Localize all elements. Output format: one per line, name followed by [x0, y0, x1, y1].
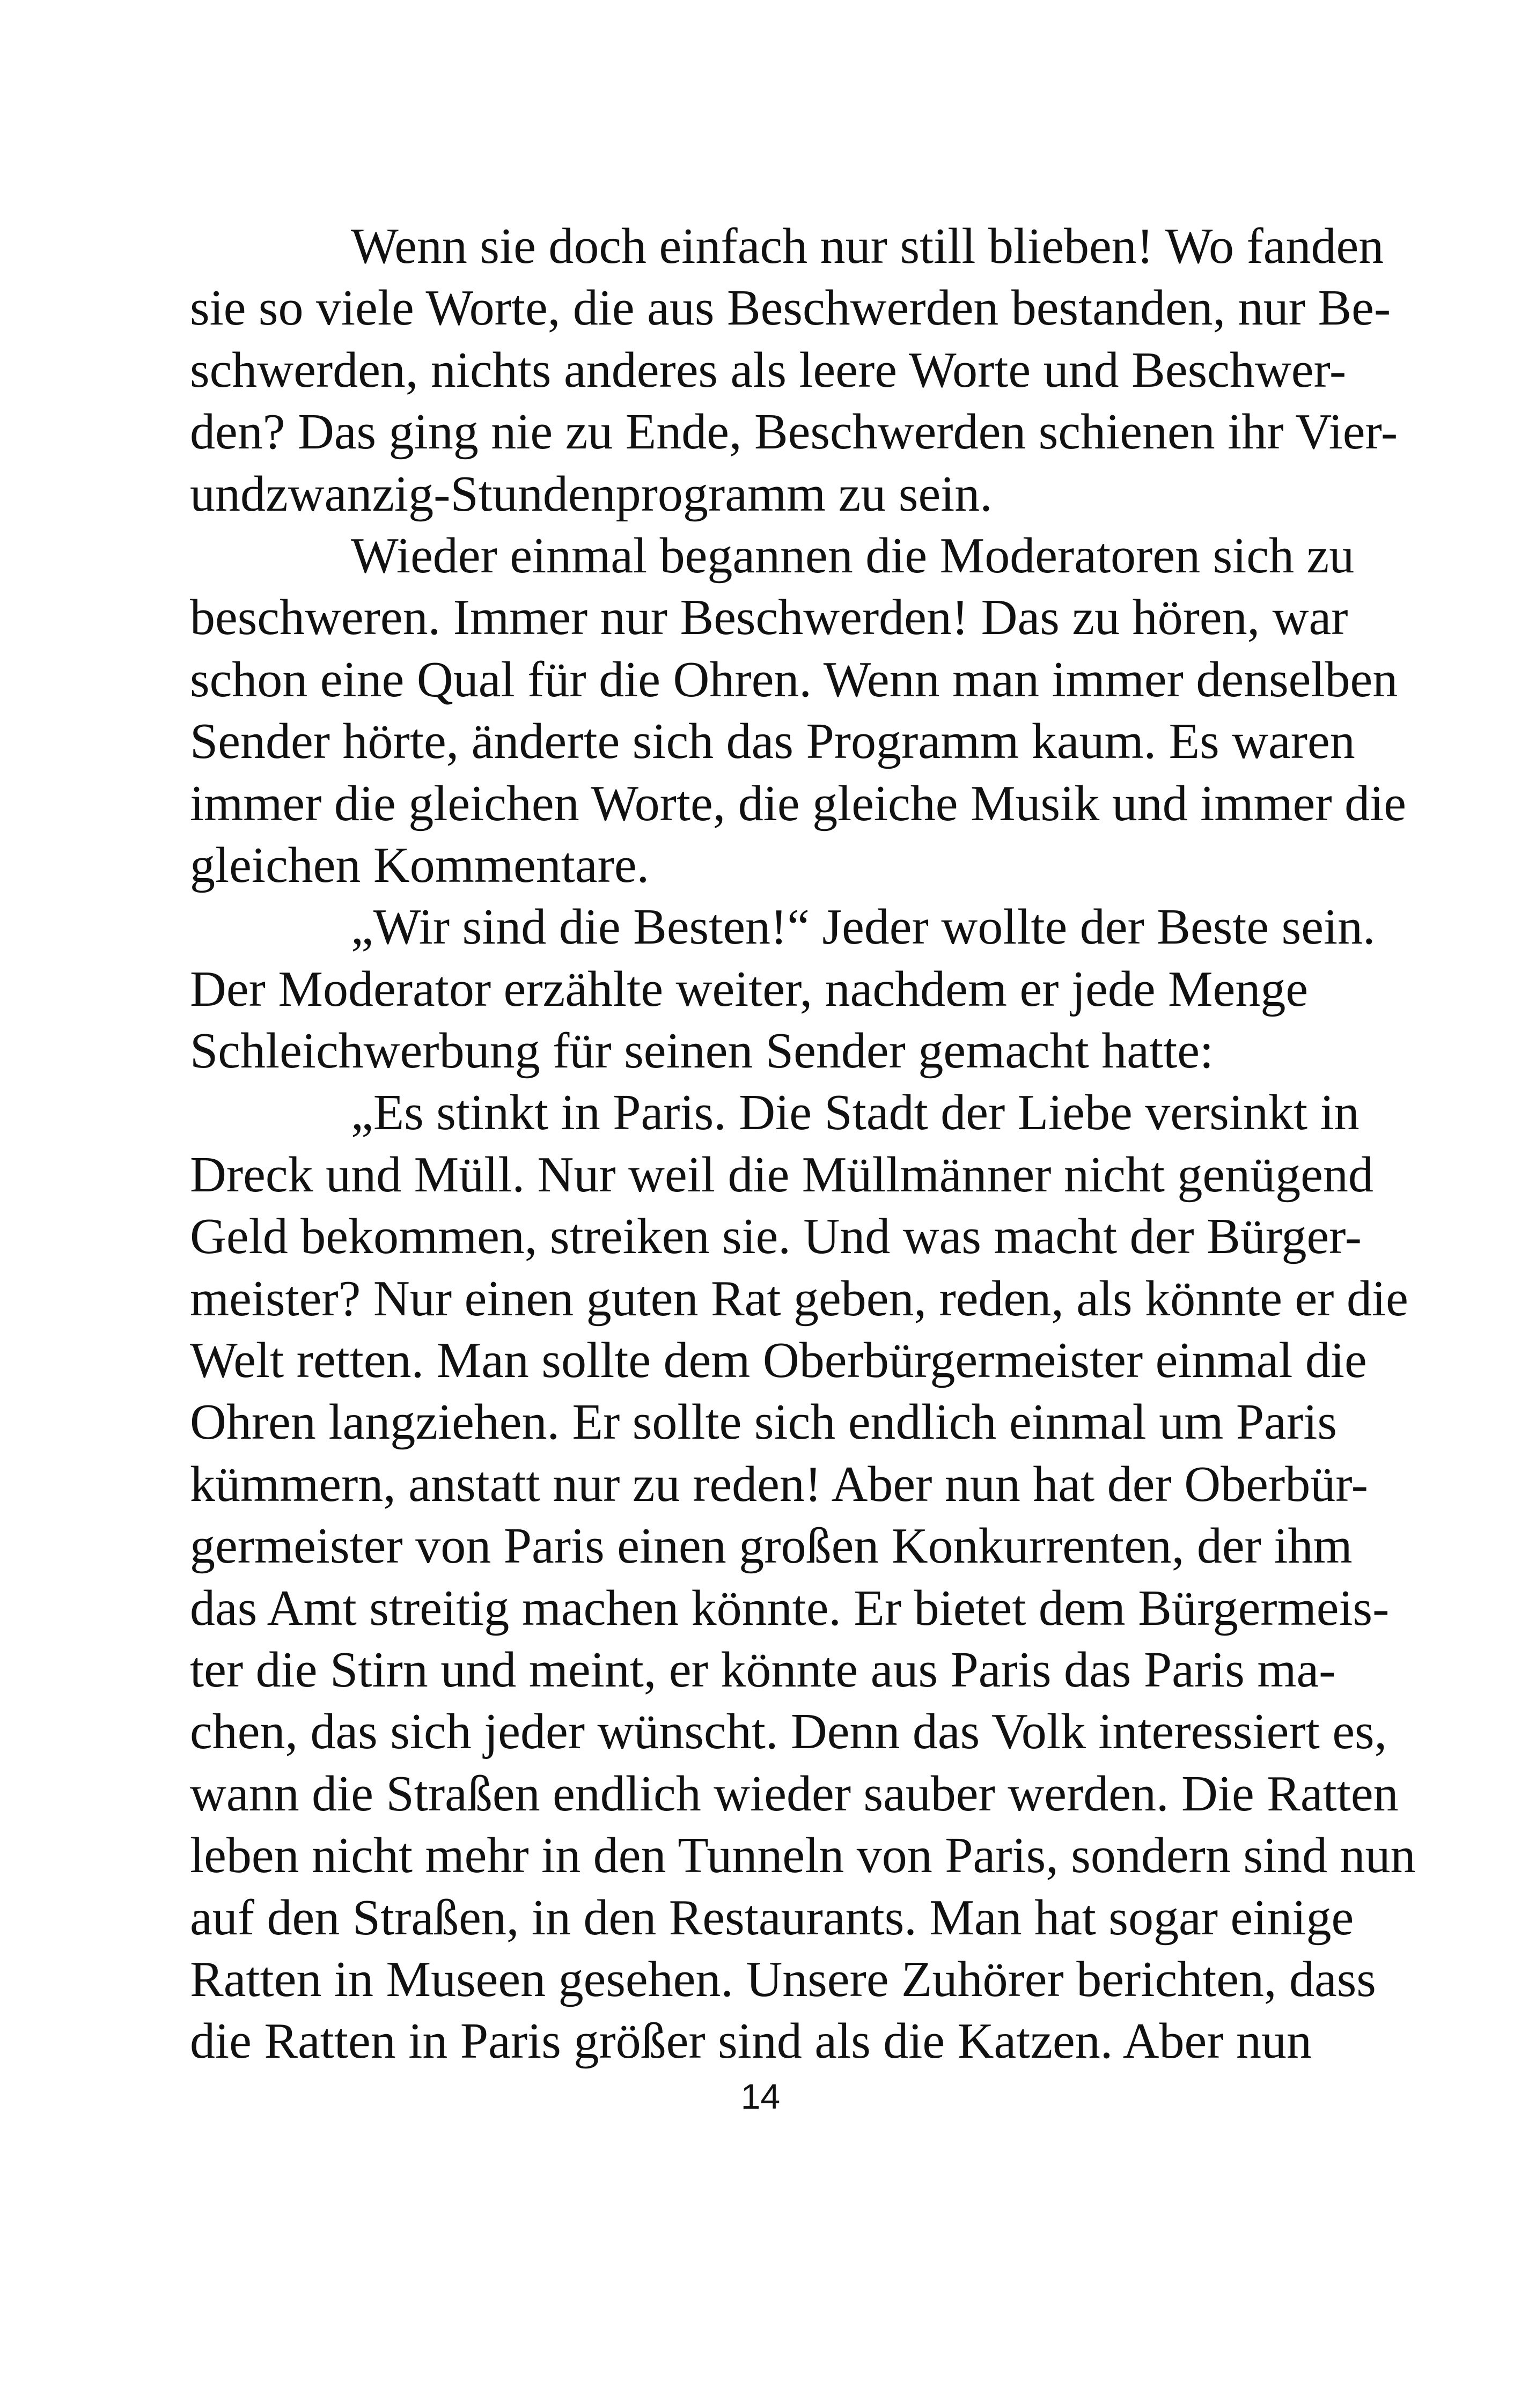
text-line: Sender hörte, änderte sich das Programm kaum. Es waren: [190, 713, 1355, 770]
paragraph: [190, 216, 1398, 525]
text-line: ter die Stirn und meint, er könnte aus Paris das Paris ma-: [190, 1641, 1336, 1698]
text-line: Schleichwerbung für seinen Sender gemacht hatte:: [190, 1023, 1214, 1079]
text-line: schon eine Qual für die Ohren. Wenn man immer denselben: [190, 651, 1398, 708]
text-line: die Ratten in Paris größer sind als die Katzen. Aber nun: [190, 2013, 1312, 2070]
text-line: den? Das ging nie zu Ende, Beschwerden schienen ihr Vier-: [190, 404, 1398, 460]
text-line: Welt retten. Man sollte dem Oberbürgermeister einmal die: [190, 1332, 1367, 1389]
text-line: Ratten in Museen gesehen. Unsere Zuhörer berichten, dass: [190, 1951, 1376, 2007]
text-line: meister? Nur einen guten Rat geben, reden, als könnte er die: [190, 1270, 1408, 1327]
text-line: schwerden, nichts anderes als leere Worte und Beschwer-: [190, 342, 1347, 398]
text-line: beschweren. Immer nur Beschwerden! Das zu hören, war: [190, 590, 1348, 646]
text-line: Wieder einmal begannen die Moderatoren sich zu: [351, 527, 1355, 584]
text-line: Wenn sie doch einfach nur still blieben! Wo fanden: [351, 218, 1384, 274]
text-line: gleichen Kommentare.: [190, 837, 650, 893]
text-line: undzwanzig-Stundenprogramm zu sein.: [190, 466, 993, 522]
text-line: Geld bekommen, streiken sie. Und was macht der Bürger-: [190, 1209, 1362, 1265]
paragraph: [190, 1082, 1416, 2072]
text-line: wann die Straßen endlich wieder sauber werden. Die Ratten: [190, 1765, 1399, 1822]
page-number: 14: [740, 2076, 781, 2116]
text-line: germeister von Paris einen großen Konkurrenten, der ihm: [190, 1518, 1353, 1574]
text-line: Ohren langziehen. Er sollte sich endlich einmal um Paris: [190, 1394, 1337, 1450]
text-line: leben nicht mehr in den Tunneln von Paris, sondern sind nun: [190, 1828, 1416, 1884]
text-line: kümmern, anstatt nur zu reden! Aber nun hat der Oberbür-: [190, 1456, 1368, 1512]
paragraph: [190, 896, 1376, 1082]
text-line: Dreck und Müll. Nur weil die Müllmänner nicht genügend: [190, 1146, 1373, 1203]
text-line: das Amt streitig machen könnte. Er bietet dem Bürgermeis-: [190, 1580, 1390, 1636]
text-line: auf den Straßen, in den Restaurants. Man hat sogar einige: [190, 1889, 1354, 1946]
text-line: „Wir sind die Besten!“ Jeder wollte der Beste sein.: [351, 899, 1376, 955]
text-line: „Es stinkt in Paris. Die Stadt der Liebe versinkt in: [351, 1085, 1360, 1141]
body-text: [190, 216, 1416, 2073]
paragraph: [190, 525, 1406, 896]
text-line: chen, das sich jeder wünscht. Denn das Volk interessiert es,: [190, 1704, 1387, 1760]
text-line: sie so viele Worte, die aus Beschwerden bestanden, nur Be-: [190, 280, 1391, 336]
text-line: Der Moderator erzählte weiter, nachdem er jede Menge: [190, 961, 1309, 1017]
text-line: immer die gleichen Worte, die gleiche Musik und immer die: [190, 775, 1406, 831]
